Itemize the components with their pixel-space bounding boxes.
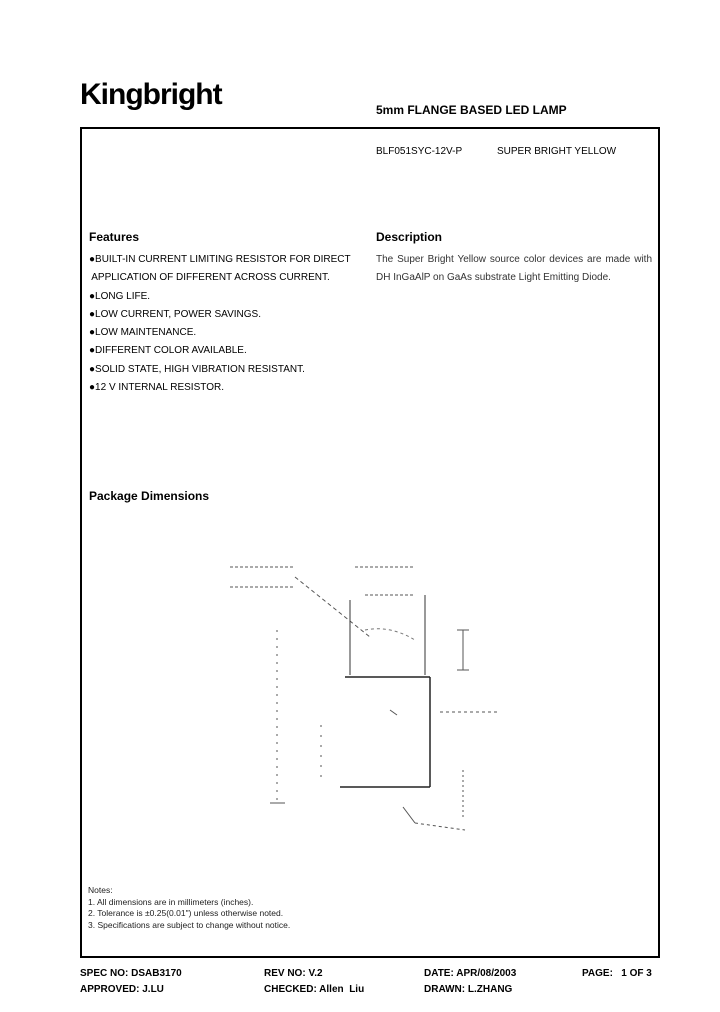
feature-item: ●SOLID STATE, HIGH VIBRATION RESISTANT. bbox=[89, 363, 305, 375]
part-description: SUPER BRIGHT YELLOW bbox=[497, 146, 617, 157]
revision-number: REV NO: V.2 bbox=[264, 968, 323, 979]
document-title: 5mm FLANGE BASED LED LAMP bbox=[376, 103, 567, 117]
note-item: 3. Specifications are subject to change without notice. bbox=[88, 919, 291, 930]
package-dimensions-drawing bbox=[225, 555, 515, 850]
note-item: 2. Tolerance is ±0.25(0.01") unless otherwise noted. bbox=[88, 908, 284, 918]
page-number: PAGE: 1 OF 3 bbox=[582, 968, 652, 979]
drawn-by: DRAWN: L.ZHANG bbox=[424, 984, 513, 995]
description-heading: Description bbox=[376, 230, 443, 244]
feature-item: ●12 V INTERNAL RESISTOR. bbox=[89, 382, 224, 394]
checked-by: CHECKED: Allen Liu bbox=[264, 984, 365, 995]
description-text: The Super Bright Yellow source color devices are made with DH InGaAlP on GaAs substrate Light Emitting Diode. bbox=[376, 254, 652, 284]
feature-item: ●LONG LIFE. bbox=[89, 290, 151, 302]
feature-item: ●LOW MAINTENANCE. bbox=[89, 327, 197, 339]
spec-number: SPEC NO: DSAB3170 bbox=[80, 968, 182, 979]
feature-item: ●LOW CURRENT, POWER SAVINGS. bbox=[89, 308, 261, 320]
feature-item: ●DIFFERENT COLOR AVAILABLE. bbox=[89, 345, 247, 357]
notes bbox=[88, 885, 290, 931]
package-dimensions-heading: Package Dimensions bbox=[89, 489, 210, 503]
feature-item: ●BUILT-IN CURRENT LIMITING RESISTOR FOR DIRECT bbox=[89, 254, 351, 265]
kingbright-logo: Kingbright bbox=[80, 78, 222, 111]
note-item: 1. All dimensions are in millimeters (inches). bbox=[88, 896, 254, 907]
notes-heading: Notes: bbox=[88, 885, 113, 895]
features-list bbox=[89, 251, 359, 397]
features-heading: Features bbox=[89, 230, 140, 244]
document-date: DATE: APR/08/2003 bbox=[424, 968, 517, 979]
approved-by: APPROVED: J.LU bbox=[80, 984, 164, 995]
feature-item: APPLICATION OF DIFFERENT ACROSS CURRENT. bbox=[89, 272, 330, 284]
part-number: BLF051SYC-12V-P bbox=[376, 146, 463, 157]
